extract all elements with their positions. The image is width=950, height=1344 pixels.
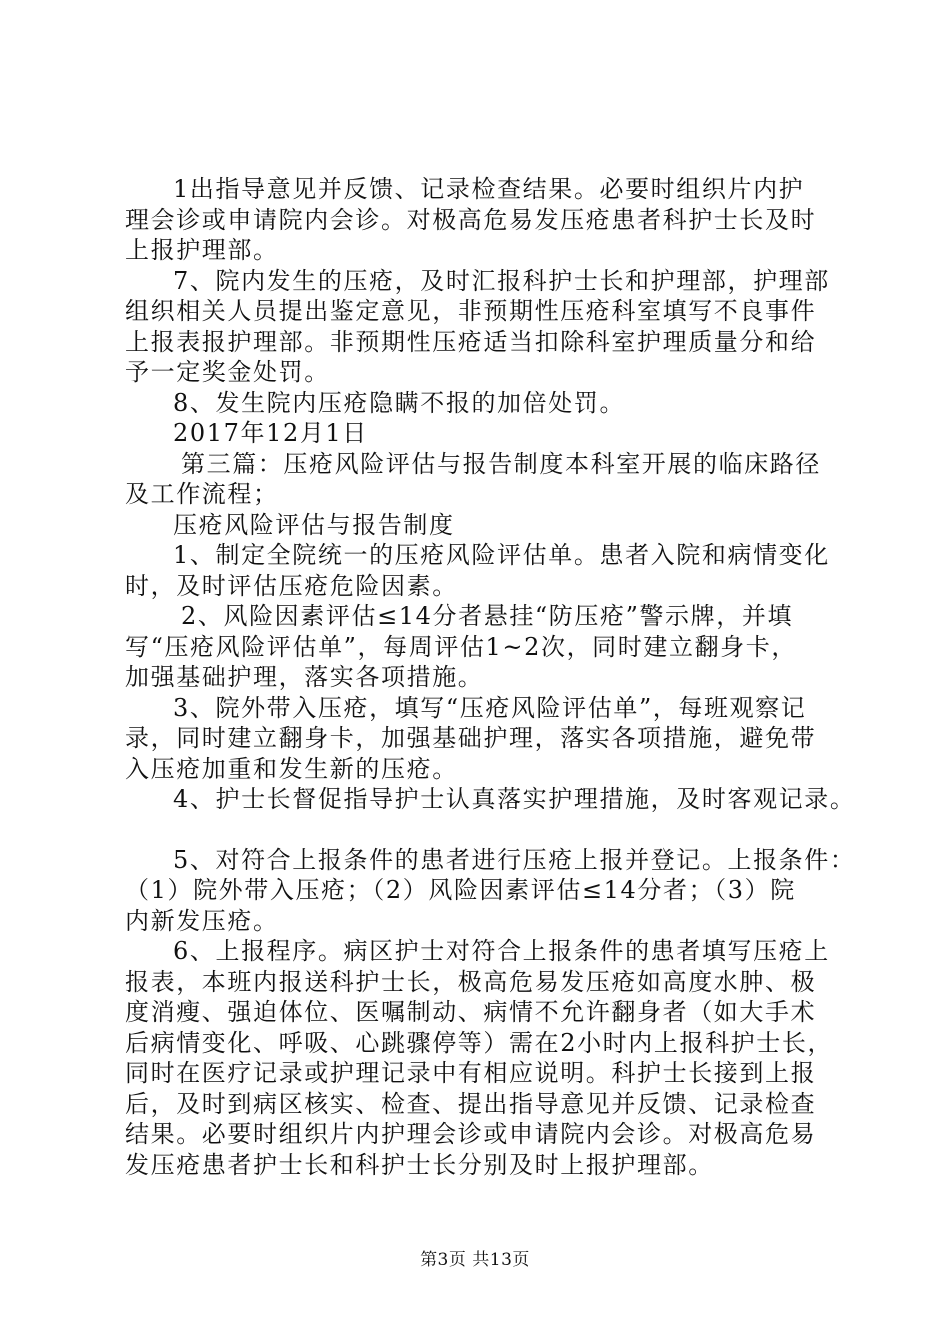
paragraph-line: 后病情变化、呼吸、心跳骤停等）需在2小时内上报科护士长， [125,1028,834,1057]
paragraph-line: 8、发生院内压疮隐瞒不报的加倍处罚。 [173,388,626,417]
paragraph-line: 加强基础护理，落实各项措施。 [125,663,484,691]
paragraph-line: （1）院外带入压疮；（2）风险因素评估≤14分者；（3）院 [125,876,796,904]
paragraph-line: 结果。必要时组织片内护理会诊或申请院内会诊。对极高危易 [125,1120,817,1148]
paragraph-line: 内新发压疮。 [125,906,279,935]
paragraph-line: 上报护理部。 [125,236,279,264]
paragraph-gap [125,815,845,845]
document-title: 压疮风险评估与报告制度 [173,510,455,539]
paragraph-line: 4、护士长督促指导护士认真落实护理措施，及时客观记录。 [173,785,856,813]
paragraph-line: 发压疮患者护士长和科护士长分别及时上报护理部。 [125,1150,714,1179]
paragraph-line: 5、对符合上报条件的患者进行压疮上报并登记。上报条件： [173,845,856,874]
paragraph-line: 后，及时到病区核实、检查、提出指导意见并反馈、记录检查 [125,1089,817,1118]
section-heading: 第三篇：压疮风险评估与报告制度本科室开展的临床路径 [181,449,821,478]
paragraph-line: 报表，本班内报送科护士长，极高危易发压疮如高度水肿、极 [125,967,817,996]
paragraph-line: 同时在医疗记录或护理记录中有相应说明。科护士长接到上报 [125,1059,817,1087]
paragraph-line: 6、上报程序。病区护士对符合上报条件的患者填写压疮上 [173,937,830,965]
date-line: 2017年12月1日 [173,419,368,447]
paragraph-line: 时，及时评估压疮危险因素。 [125,571,458,600]
paragraph-line: 3、院外带入压疮，填写“压疮风险评估单”，每班观察记 [173,693,807,722]
paragraph-line: 录，同时建立翻身卡，加强基础护理，落实各项措施，避免带 [125,724,817,752]
paragraph-line: 上报表报护理部。非预期性压疮适当扣除科室护理质量分和给 [125,327,817,356]
paragraph-line: 1、制定全院统一的压疮风险评估单。患者入院和病情变化 [173,541,830,569]
paragraph-line: 2、风险因素评估≤14分者悬挂“防压疮”警示牌，并填 [181,602,794,630]
paragraph-line: 组织相关人员提出鉴定意见，非预期性压疮科室填写不良事件 [125,297,817,325]
paragraph-line: 写“压疮风险评估单”，每周评估1~2次，同时建立翻身卡， [125,632,797,661]
paragraph-line: 理会诊或申请院内会诊。对极高危易发压疮患者科护士长及时 [125,205,817,234]
page-footer: 第3页 共13页 [420,1250,530,1270]
paragraph-line: 入压疮加重和发生新的压疮。 [125,754,458,783]
paragraph-line: 度消瘦、强迫体位、医嘱制动、病情不允许翻身者（如大手术 [125,998,817,1026]
document-body [125,174,856,1180]
paragraph-line: 1出指导意见并反馈、记录检查结果。必要时组织片内护 [173,175,805,203]
paragraph-line: 7、院内发生的压疮，及时汇报科护士长和护理部，护理部 [173,266,830,295]
paragraph-line: 予一定奖金处罚。 [125,358,330,386]
section-heading: 及工作流程； [125,480,279,508]
